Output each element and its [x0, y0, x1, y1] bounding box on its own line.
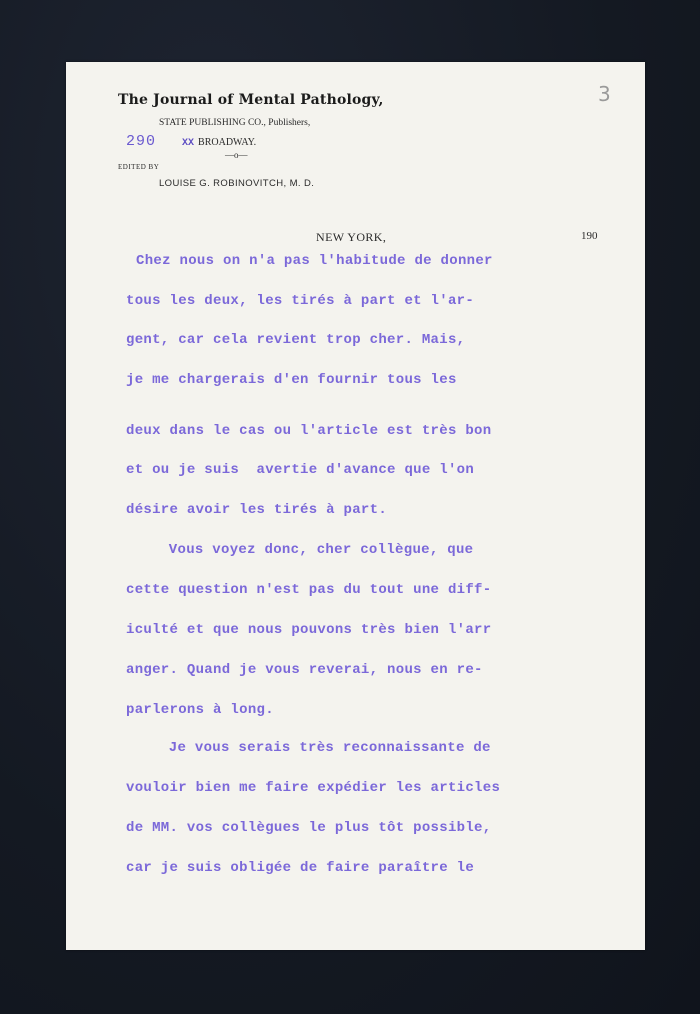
body-line: car je suis obligée de faire paraître le [126, 860, 475, 876]
struck-street-number: XX [182, 138, 195, 149]
body-line: vouloir bien me faire expédier les articles [126, 780, 501, 796]
dateline-place: NEW YORK, [316, 230, 387, 244]
body-line: de MM. vos collègues le plus tôt possible, [126, 820, 492, 836]
body-line: Vous voyez donc, cher collègue, que [134, 542, 474, 558]
body-line: cette question n'est pas du tout une diff- [126, 582, 492, 598]
body-line: iculté et que nous pouvons très bien l'arr [126, 622, 492, 638]
body-line: Je vous serais très reconnaissante de [134, 740, 491, 756]
ornament-divider: —o— [225, 150, 248, 160]
body-line: désire avoir les tirés à part. [126, 502, 388, 518]
letter-page [66, 62, 645, 950]
street-number: 290 [126, 133, 157, 150]
typed-letter-body [66, 62, 645, 950]
body-line: parlerons à long. [126, 702, 274, 718]
dateline-year: 190 [581, 230, 598, 242]
page-number-pencil-mark: 3 [598, 82, 611, 106]
body-line: je me chargerais d'en fournir tous les [126, 372, 457, 388]
body-line: et ou je suis avertie d'avance que l'on [126, 462, 475, 478]
body-line: anger. Quand je vous reverai, nous en re- [126, 662, 483, 678]
street-name: BROADWAY. [198, 137, 257, 148]
body-line: Chez nous on n'a pas l'habitude de donner [136, 253, 493, 269]
body-line: deux dans le cas ou l'article est très bon [126, 423, 492, 439]
publisher-line: STATE PUBLISHING CO., Publishers, [159, 118, 311, 128]
body-line: gent, car cela revient trop cher. Mais, [126, 332, 466, 348]
journal-title: The Journal of Mental Pathology, [118, 92, 384, 108]
edited-by-label: EDITED BY [118, 163, 160, 171]
editor-name: LOUISE G. ROBINOVITCH, M. D. [159, 178, 315, 189]
body-line: tous les deux, les tirés à part et l'ar- [126, 293, 475, 309]
